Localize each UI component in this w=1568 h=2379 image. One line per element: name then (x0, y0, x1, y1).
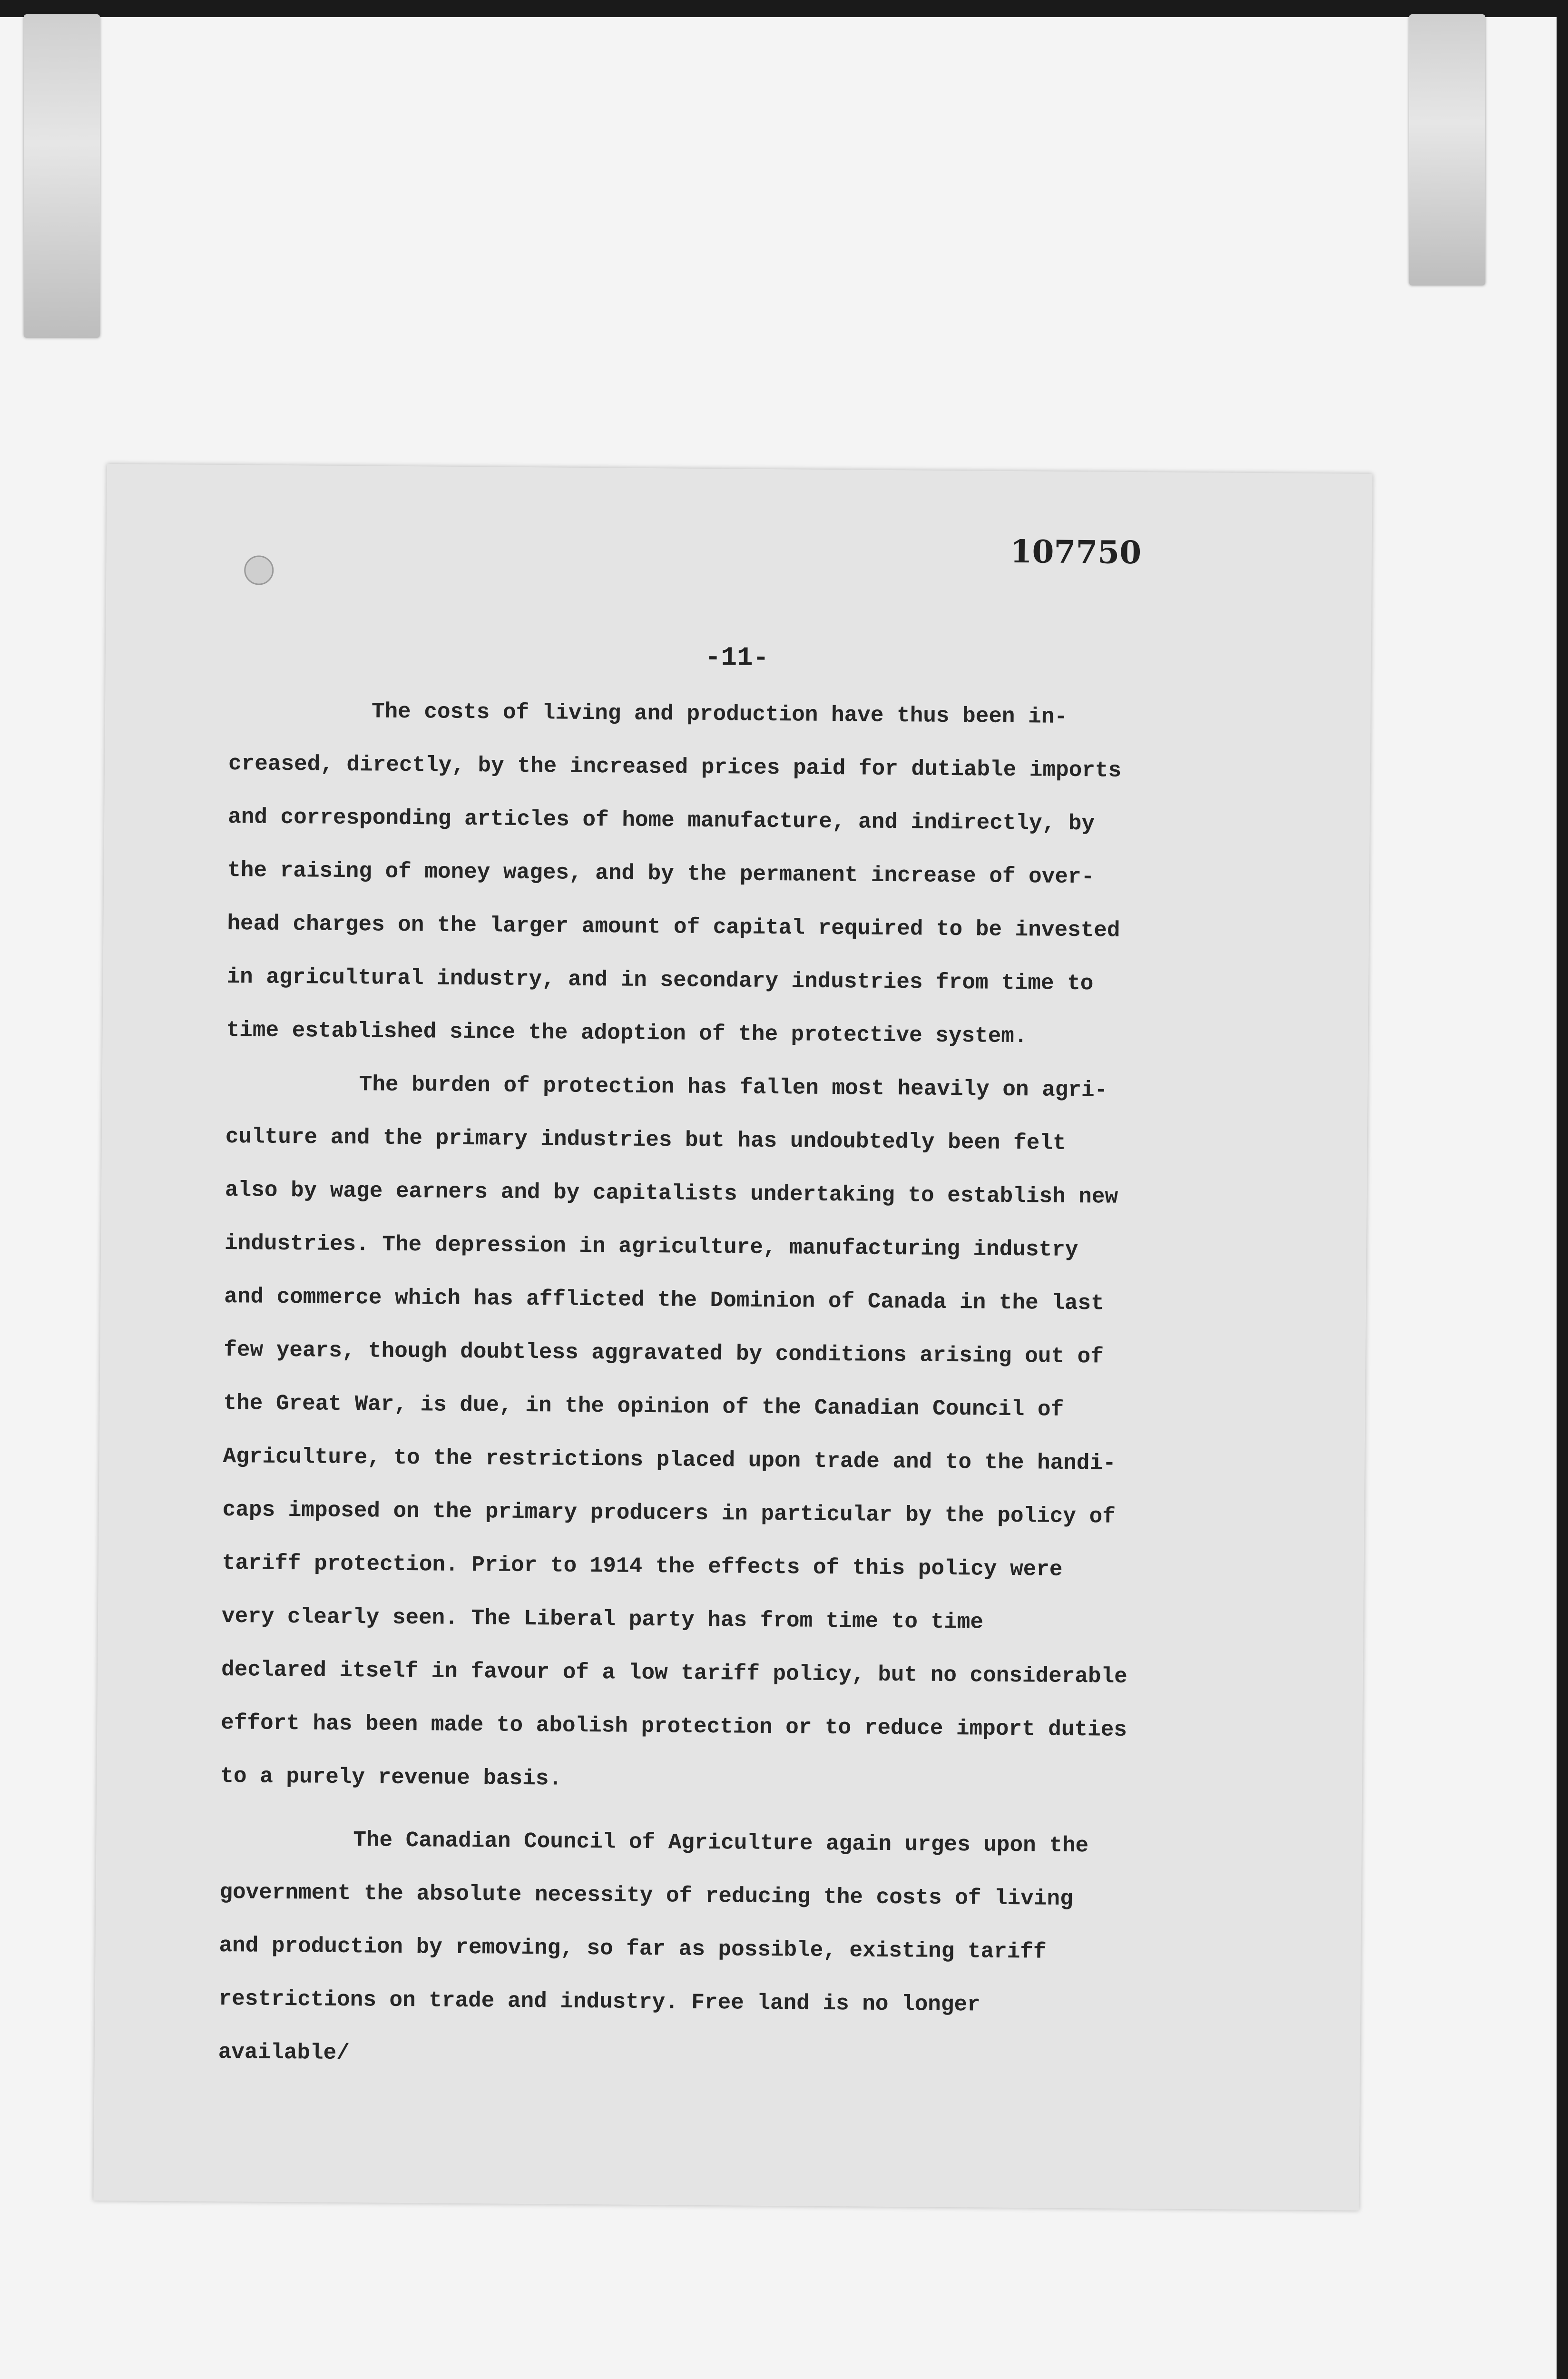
text-line: restrictions on trade and industry. Free land is no longer (218, 1986, 980, 2017)
mounting-tape-top-left (24, 14, 100, 338)
text-line: The burden of protection has fallen most heavily on agri- (359, 1072, 1108, 1103)
text-line: government the absolute necessity of reducing the costs of living (219, 1879, 1073, 1912)
text-line: declared itself in favour of a low tariff policy, but no considerable (221, 1657, 1127, 1689)
text-line: head charges on the larger amount of capital required to be invested (227, 911, 1120, 943)
typed-document-page (93, 464, 1372, 2211)
film-edge-right (1557, 0, 1568, 2379)
text-line: Agriculture, to the restrictions placed upon trade and to the handi- (223, 1444, 1116, 1476)
text-line: also by wage earners and by capitalists undertaking to establish new (225, 1177, 1118, 1209)
text-line: and commerce which has afflicted the Dominion of Canada in the last (224, 1284, 1104, 1316)
text-line: The costs of living and production have thus been in- (371, 699, 1068, 729)
text-line: time established since the adoption of the protective system. (226, 1018, 1028, 1049)
text-line: in agricultural industry, and in secondary industries from time to (226, 964, 1094, 996)
text-line: to a purely revenue basis. (220, 1763, 562, 1791)
text-line: culture and the primary industries but has undoubtedly been felt (225, 1124, 1066, 1156)
mounting-tape-top-right (1409, 14, 1485, 285)
document-number: 107750 (1010, 532, 1142, 571)
text-line: and production by removing, so far as possible, existing tariff (219, 1933, 1047, 1965)
film-edge-top (0, 0, 1568, 17)
text-line: caps imposed on the primary producers in particular by the policy of (222, 1497, 1116, 1529)
text-line: and corresponding articles of home manufacture, and indirectly, by (227, 805, 1095, 836)
text-line: The Canadian Council of Agriculture again urges upon the (353, 1828, 1089, 1858)
paragraph-3 (218, 1812, 1314, 2087)
page-number: -11- (705, 642, 769, 673)
text-line: effort has been made to abolish protection or to reduce import duties (221, 1710, 1127, 1742)
punch-hole-icon (244, 555, 274, 585)
text-line: creased, directly, by the increased prices paid for dutiable imports (228, 751, 1122, 783)
text-line: the raising of money wages, and by the permanent increase of over- (227, 858, 1095, 890)
paragraph-2 (220, 1057, 1320, 1811)
text-line: the Great War, is due, in the opinion of the Canadian Council of (223, 1390, 1064, 1422)
text-line: very clearly seen. The Liberal party has from time to time (221, 1603, 984, 1635)
text-line: few years, though doubtless aggravated by conditions arising out of (224, 1337, 1104, 1369)
text-line: tariff protection. Prior to 1914 the effects of this policy were (222, 1550, 1063, 1582)
paragraph-1 (226, 684, 1323, 1065)
text-line: industries. The depression in agriculture, manufacturing industry (224, 1230, 1078, 1263)
text-line: available/ (218, 2039, 350, 2066)
document-body (218, 684, 1323, 2087)
